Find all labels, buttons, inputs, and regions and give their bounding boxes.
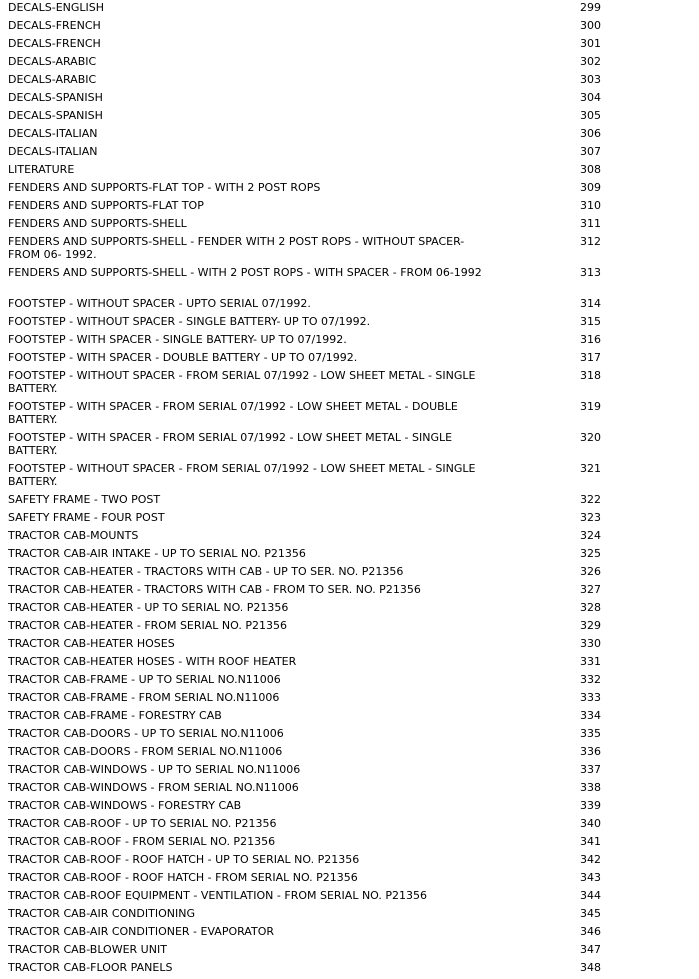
toc-entry-page: 332	[580, 673, 601, 686]
toc-row[interactable]	[0, 619, 699, 637]
toc-row[interactable]	[0, 691, 699, 709]
toc-entry-title[interactable]: SAFETY FRAME - TWO POST	[8, 493, 161, 506]
toc-entry-title[interactable]: FENDERS AND SUPPORTS-SHELL - WITH 2 POST ROPS - WITH SPACER - FROM 06-1992	[8, 266, 482, 279]
toc-entry-page: 311	[580, 217, 601, 230]
toc-row[interactable]	[0, 547, 699, 565]
toc-entry-page: 327	[580, 583, 601, 596]
toc-row[interactable]	[0, 709, 699, 727]
toc-entry-title[interactable]: SAFETY FRAME - FOUR POST	[8, 511, 165, 524]
toc-entry-title[interactable]: FOOTSTEP - WITHOUT SPACER - UPTO SERIAL 07/1992.	[8, 297, 311, 310]
toc-entry-page: 328	[580, 601, 601, 614]
toc-row[interactable]	[0, 799, 699, 817]
toc-entry-page: 307	[580, 145, 601, 158]
toc-entry-page: 325	[580, 547, 601, 560]
toc-row[interactable]	[0, 91, 699, 109]
toc-row[interactable]	[0, 673, 699, 691]
toc-entry-title[interactable]: TRACTOR CAB-AIR INTAKE - UP TO SERIAL NO. P21356	[8, 547, 306, 560]
toc-row[interactable]	[0, 835, 699, 853]
toc-entry-page: 308	[580, 163, 601, 176]
toc-row[interactable]	[0, 181, 699, 199]
toc-entry-page: 304	[580, 91, 601, 104]
toc-entry-title[interactable]: TRACTOR CAB-WINDOWS - UP TO SERIAL NO.N11006	[8, 763, 301, 776]
toc-entry-title[interactable]: TRACTOR CAB-HEATER - TRACTORS WITH CAB - UP TO SER. NO. P21356	[8, 565, 404, 578]
toc-row[interactable]	[0, 315, 699, 333]
toc-entry-title[interactable]: DECALS-FRENCH	[8, 37, 101, 50]
toc-entry-title[interactable]: DECALS-ENGLISH	[8, 1, 105, 14]
toc-entry-page: 314	[580, 297, 601, 310]
toc-entry-title[interactable]: FENDERS AND SUPPORTS-FLAT TOP	[8, 199, 204, 212]
toc-entry-title[interactable]: FOOTSTEP - WITHOUT SPACER - FROM SERIAL 07/1992 - LOW SHEET METAL - SINGLE BATTERY.	[8, 369, 476, 395]
toc-entry-title[interactable]: DECALS-ARABIC	[8, 73, 97, 86]
toc-entry-page: 347	[580, 943, 601, 956]
toc-entry-page: 330	[580, 637, 601, 650]
toc-entry-title[interactable]: TRACTOR CAB-WINDOWS - FROM SERIAL NO.N11006	[8, 781, 299, 794]
toc-entry-title[interactable]: FENDERS AND SUPPORTS-SHELL - FENDER WITH 2 POST ROPS - WITHOUT SPACER- FROM 06- 1992.	[8, 235, 465, 261]
toc-row[interactable]	[0, 333, 699, 351]
toc-entry-title[interactable]: TRACTOR CAB-ROOF EQUIPMENT - VENTILATION - FROM SERIAL NO. P21356	[8, 889, 428, 902]
toc-row[interactable]	[0, 637, 699, 655]
toc-entry-title[interactable]: FOOTSTEP - WITHOUT SPACER - FROM SERIAL 07/1992 - LOW SHEET METAL - SINGLE BATTERY.	[8, 462, 476, 488]
toc-entry-page: 300	[580, 19, 601, 32]
toc-entry-title[interactable]: FOOTSTEP - WITH SPACER - FROM SERIAL 07/1992 - LOW SHEET METAL - SINGLE BATTERY.	[8, 431, 453, 457]
toc-entry-title[interactable]: TRACTOR CAB-FRAME - UP TO SERIAL NO.N11006	[8, 673, 281, 686]
toc-entry-title[interactable]: TRACTOR CAB-AIR CONDITIONING	[8, 907, 195, 920]
toc-row[interactable]	[0, 400, 699, 431]
toc-entry-title[interactable]: TRACTOR CAB-MOUNTS	[8, 529, 139, 542]
toc-row[interactable]	[0, 493, 699, 511]
toc-row[interactable]	[0, 235, 699, 266]
toc-row[interactable]	[0, 925, 699, 943]
toc-row[interactable]	[0, 431, 699, 462]
toc-entry-page: 306	[580, 127, 601, 140]
toc-entry-title[interactable]: FOOTSTEP - WITH SPACER - FROM SERIAL 07/1992 - LOW SHEET METAL - DOUBLE BATTERY.	[8, 400, 458, 426]
toc-entry-page: 303	[580, 73, 601, 86]
toc-entry-page: 331	[580, 655, 601, 668]
toc-entry-page: 335	[580, 727, 601, 740]
toc-row[interactable]	[0, 145, 699, 163]
toc-entry-title[interactable]: TRACTOR CAB-ROOF - UP TO SERIAL NO. P21356	[8, 817, 277, 830]
toc-entry-title[interactable]: TRACTOR CAB-BLOWER UNIT	[8, 943, 167, 956]
toc-entry-title[interactable]: TRACTOR CAB-HEATER HOSES	[8, 637, 175, 650]
toc-entry-title[interactable]: DECALS-ITALIAN	[8, 145, 98, 158]
toc-entry-page: 333	[580, 691, 601, 704]
toc-row[interactable]	[0, 1, 699, 19]
toc-entry-page: 313	[580, 266, 601, 279]
toc-entry-page: 341	[580, 835, 601, 848]
toc-row[interactable]	[0, 817, 699, 835]
toc-entry-page: 343	[580, 871, 601, 884]
toc-row[interactable]	[0, 266, 699, 297]
toc-entry-title[interactable]: DECALS-SPANISH	[8, 109, 103, 122]
toc-entry-page: 338	[580, 781, 601, 794]
toc-entry-page: 318	[580, 369, 601, 382]
toc-entry-page: 312	[580, 235, 601, 248]
toc-row[interactable]	[0, 889, 699, 907]
toc-entry-page: 348	[580, 961, 601, 974]
toc-row[interactable]	[0, 565, 699, 583]
toc-row[interactable]	[0, 853, 699, 871]
toc-entry-page: 319	[580, 400, 601, 413]
toc-entry-page: 305	[580, 109, 601, 122]
toc-row[interactable]	[0, 781, 699, 799]
toc-entry-page: 302	[580, 55, 601, 68]
toc-entry-page: 316	[580, 333, 601, 346]
toc-row[interactable]	[0, 163, 699, 181]
toc-entry-page: 324	[580, 529, 601, 542]
toc-row[interactable]	[0, 297, 699, 315]
table-of-contents	[0, 1, 699, 979]
toc-row[interactable]	[0, 199, 699, 217]
toc-entry-title[interactable]: TRACTOR CAB-AIR CONDITIONER - EVAPORATOR	[8, 925, 274, 938]
toc-entry-page: 345	[580, 907, 601, 920]
toc-entry-title[interactable]: TRACTOR CAB-FLOOR PANELS	[8, 961, 173, 974]
toc-row[interactable]	[0, 55, 699, 73]
toc-row[interactable]	[0, 529, 699, 547]
toc-entry-title[interactable]: FOOTSTEP - WITH SPACER - DOUBLE BATTERY - UP TO 07/1992.	[8, 351, 358, 364]
toc-row[interactable]	[0, 961, 699, 979]
toc-entry-title[interactable]: TRACTOR CAB-DOORS - UP TO SERIAL NO.N11006	[8, 727, 284, 740]
toc-row[interactable]	[0, 655, 699, 673]
toc-row[interactable]	[0, 109, 699, 127]
toc-entry-page: 323	[580, 511, 601, 524]
toc-entry-title[interactable]: FOOTSTEP - WITH SPACER - SINGLE BATTERY- UP TO 07/1992.	[8, 333, 347, 346]
toc-entry-title[interactable]: TRACTOR CAB-WINDOWS - FORESTRY CAB	[8, 799, 242, 812]
toc-entry-page: 346	[580, 925, 601, 938]
toc-row[interactable]	[0, 601, 699, 619]
toc-entry-page: 299	[580, 1, 601, 14]
toc-entry-title[interactable]: FOOTSTEP - WITHOUT SPACER - SINGLE BATTERY- UP TO 07/1992.	[8, 315, 371, 328]
toc-entry-page: 342	[580, 853, 601, 866]
toc-row[interactable]	[0, 19, 699, 37]
toc-row[interactable]	[0, 727, 699, 745]
toc-entry-title[interactable]: TRACTOR CAB-HEATER HOSES - WITH ROOF HEATER	[8, 655, 297, 668]
toc-entry-page: 322	[580, 493, 601, 506]
toc-entry-page: 337	[580, 763, 601, 776]
toc-entry-page: 317	[580, 351, 601, 364]
toc-entry-page: 336	[580, 745, 601, 758]
toc-entry-page: 321	[580, 462, 601, 475]
toc-entry-page: 329	[580, 619, 601, 632]
toc-entry-page: 301	[580, 37, 601, 50]
toc-entry-title[interactable]: DECALS-ITALIAN	[8, 127, 98, 140]
toc-entry-title[interactable]: LITERATURE	[8, 163, 75, 176]
toc-row[interactable]	[0, 745, 699, 763]
toc-entry-page: 340	[580, 817, 601, 830]
toc-entry-page: 334	[580, 709, 601, 722]
toc-entry-title[interactable]: TRACTOR CAB-FRAME - FORESTRY CAB	[8, 709, 222, 722]
toc-row[interactable]	[0, 583, 699, 601]
toc-row[interactable]	[0, 511, 699, 529]
toc-entry-page: 344	[580, 889, 601, 902]
toc-row[interactable]	[0, 907, 699, 925]
toc-entry-page: 339	[580, 799, 601, 812]
toc-entry-page: 320	[580, 431, 601, 444]
toc-row[interactable]	[0, 462, 699, 493]
toc-entry-title[interactable]: FENDERS AND SUPPORTS-FLAT TOP - WITH 2 POST ROPS	[8, 181, 321, 194]
toc-entry-title[interactable]: DECALS-ARABIC	[8, 55, 97, 68]
toc-entry-title[interactable]: TRACTOR CAB-HEATER - UP TO SERIAL NO. P21356	[8, 601, 289, 614]
toc-entry-title[interactable]: TRACTOR CAB-ROOF - ROOF HATCH - FROM SERIAL NO. P21356	[8, 871, 358, 884]
toc-row[interactable]	[0, 37, 699, 55]
toc-entry-page: 309	[580, 181, 601, 194]
toc-row[interactable]	[0, 871, 699, 889]
toc-row[interactable]	[0, 217, 699, 235]
toc-entry-title[interactable]: TRACTOR CAB-ROOF - ROOF HATCH - UP TO SERIAL NO. P21356	[8, 853, 360, 866]
toc-entry-title[interactable]: TRACTOR CAB-HEATER - FROM SERIAL NO. P21356	[8, 619, 287, 632]
toc-entry-page: 326	[580, 565, 601, 578]
toc-row[interactable]	[0, 369, 699, 400]
toc-entry-page: 310	[580, 199, 601, 212]
toc-row[interactable]	[0, 73, 699, 91]
toc-row[interactable]	[0, 943, 699, 961]
toc-entry-title[interactable]: TRACTOR CAB-DOORS - FROM SERIAL NO.N11006	[8, 745, 283, 758]
toc-entry-title[interactable]: FENDERS AND SUPPORTS-SHELL	[8, 217, 187, 230]
toc-entry-title[interactable]: DECALS-FRENCH	[8, 19, 101, 32]
toc-entry-title[interactable]: TRACTOR CAB-HEATER - TRACTORS WITH CAB - FROM TO SER. NO. P21356	[8, 583, 421, 596]
toc-entry-title[interactable]: TRACTOR CAB-ROOF - FROM SERIAL NO. P21356	[8, 835, 276, 848]
toc-row[interactable]	[0, 127, 699, 145]
toc-entry-title[interactable]: TRACTOR CAB-FRAME - FROM SERIAL NO.N11006	[8, 691, 280, 704]
toc-row[interactable]	[0, 763, 699, 781]
toc-row[interactable]	[0, 351, 699, 369]
toc-entry-page: 315	[580, 315, 601, 328]
toc-entry-title[interactable]: DECALS-SPANISH	[8, 91, 103, 104]
